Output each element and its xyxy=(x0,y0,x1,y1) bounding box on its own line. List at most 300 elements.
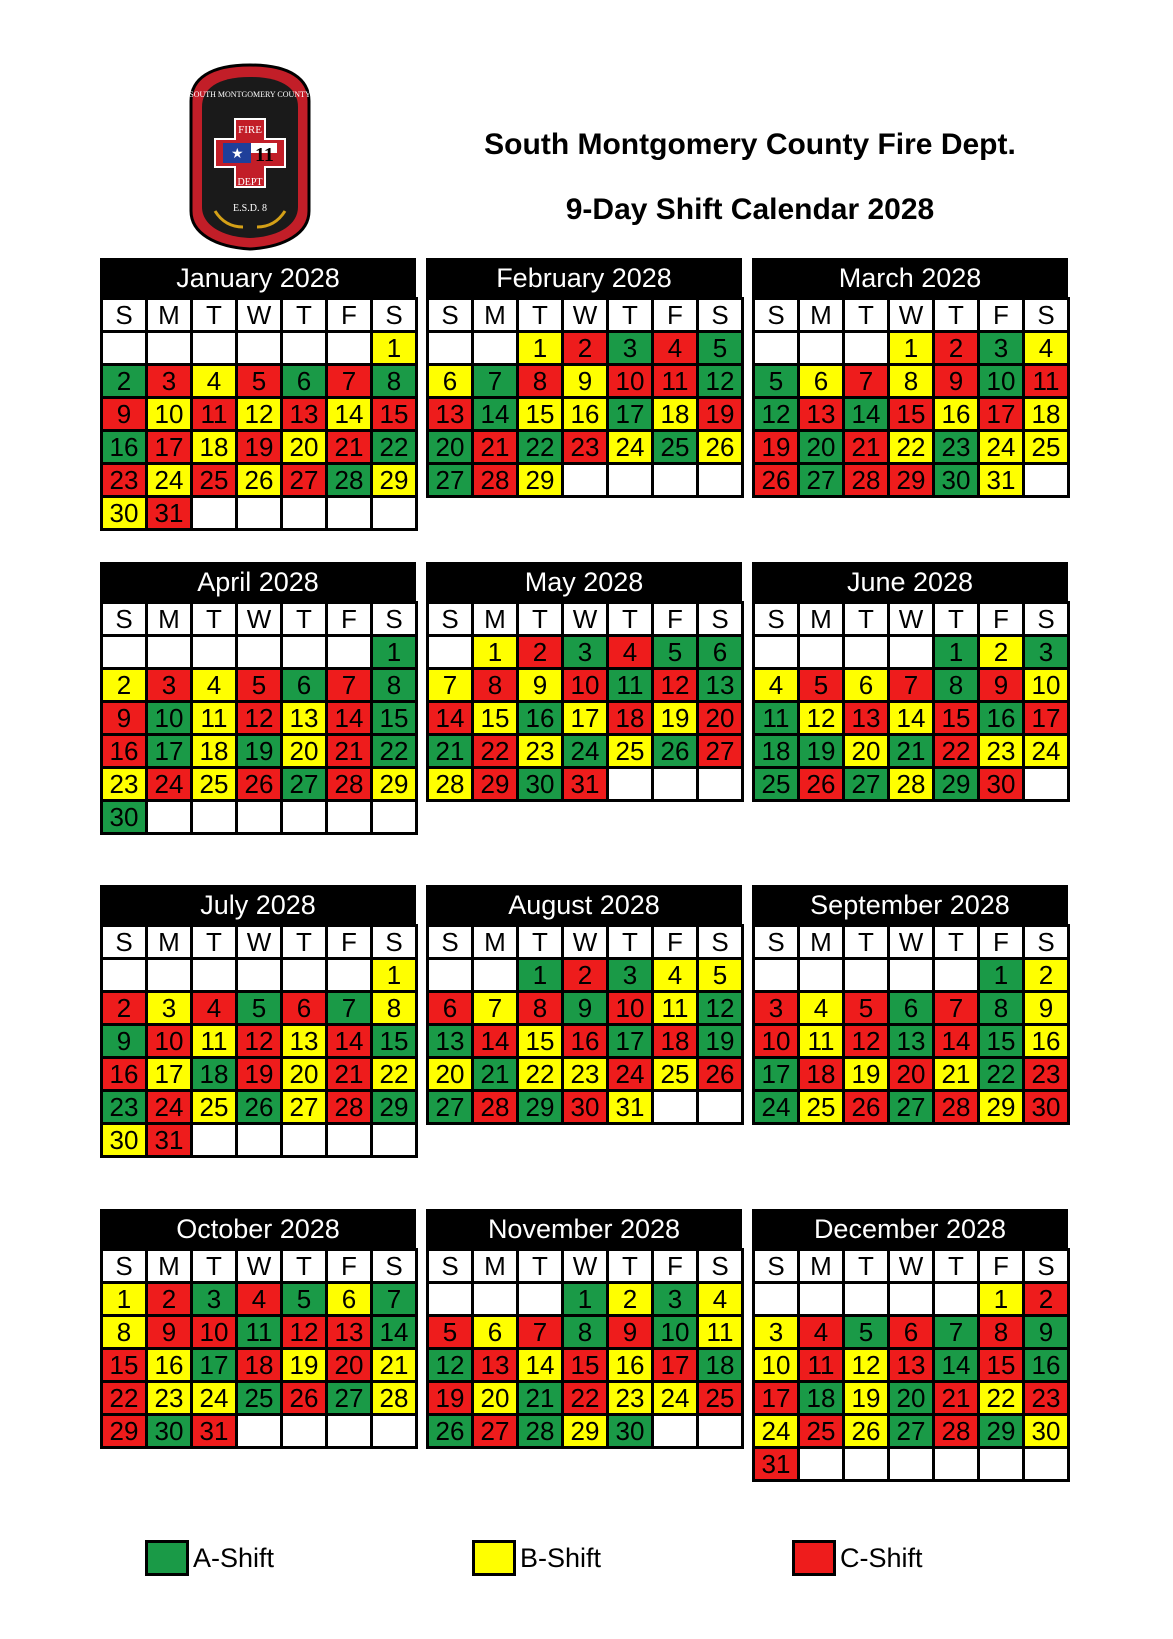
day-cell: 10 xyxy=(147,1025,192,1058)
day-cell: 4 xyxy=(799,1316,844,1349)
month-calendar xyxy=(100,258,416,531)
day-cell: 3 xyxy=(754,992,799,1025)
day-cell: 5 xyxy=(698,959,743,992)
day-cell: 17 xyxy=(608,398,653,431)
day-cell: 19 xyxy=(237,735,282,768)
empty-cell xyxy=(428,959,473,992)
day-cell: 15 xyxy=(372,702,417,735)
weekday-label: W xyxy=(889,926,934,959)
week-row xyxy=(754,464,1069,497)
day-cell: 12 xyxy=(698,365,743,398)
weekday-label: M xyxy=(473,1250,518,1283)
day-cell: 18 xyxy=(192,431,237,464)
day-cell: 19 xyxy=(428,1382,473,1415)
day-cell: 4 xyxy=(192,992,237,1025)
day-cell: 28 xyxy=(934,1415,979,1448)
day-cell: 12 xyxy=(653,669,698,702)
day-cell: 12 xyxy=(237,398,282,431)
day-cell: 1 xyxy=(473,636,518,669)
day-cell: 7 xyxy=(473,992,518,1025)
day-cell: 16 xyxy=(102,735,147,768)
day-cell: 9 xyxy=(563,992,608,1025)
day-cell: 30 xyxy=(102,801,147,834)
weekday-label: W xyxy=(237,926,282,959)
empty-cell xyxy=(147,801,192,834)
day-cell: 16 xyxy=(1024,1025,1069,1058)
weekday-label: F xyxy=(979,1250,1024,1283)
day-cell: 22 xyxy=(372,735,417,768)
month-day-table xyxy=(100,297,418,531)
month-calendar xyxy=(426,258,742,498)
day-cell: 20 xyxy=(799,431,844,464)
day-cell: 28 xyxy=(473,464,518,497)
week-row xyxy=(102,1316,417,1349)
day-cell: 31 xyxy=(147,1124,192,1157)
day-cell: 4 xyxy=(608,636,653,669)
day-cell: 6 xyxy=(327,1283,372,1316)
weekday-label: F xyxy=(653,1250,698,1283)
weekday-label: S xyxy=(754,1250,799,1283)
day-cell: 2 xyxy=(102,365,147,398)
day-cell: 5 xyxy=(282,1283,327,1316)
day-cell: 21 xyxy=(934,1382,979,1415)
day-cell: 18 xyxy=(192,1058,237,1091)
day-cell: 3 xyxy=(192,1283,237,1316)
day-cell: 20 xyxy=(889,1058,934,1091)
day-cell: 2 xyxy=(1024,1283,1069,1316)
day-cell: 27 xyxy=(428,464,473,497)
day-cell: 17 xyxy=(192,1349,237,1382)
month-title: January 2028 xyxy=(100,258,416,297)
empty-cell xyxy=(102,332,147,365)
day-cell: 29 xyxy=(372,464,417,497)
weekday-label: S xyxy=(428,299,473,332)
day-cell: 1 xyxy=(979,1283,1024,1316)
day-cell: 3 xyxy=(608,959,653,992)
weekday-label: T xyxy=(844,299,889,332)
day-cell: 26 xyxy=(428,1415,473,1448)
day-cell: 29 xyxy=(372,768,417,801)
empty-cell xyxy=(282,1124,327,1157)
empty-cell xyxy=(1024,464,1069,497)
day-cell: 20 xyxy=(428,1058,473,1091)
day-cell: 17 xyxy=(147,431,192,464)
week-row xyxy=(428,1415,743,1448)
month-calendar xyxy=(426,562,742,802)
day-cell: 12 xyxy=(428,1349,473,1382)
day-cell: 20 xyxy=(282,1058,327,1091)
weekday-label: W xyxy=(563,1250,608,1283)
day-cell: 3 xyxy=(979,332,1024,365)
day-cell: 16 xyxy=(518,702,563,735)
empty-cell xyxy=(698,1091,743,1124)
day-cell: 30 xyxy=(102,1124,147,1157)
day-cell: 1 xyxy=(563,1283,608,1316)
day-cell: 25 xyxy=(799,1415,844,1448)
day-cell: 23 xyxy=(1024,1382,1069,1415)
empty-cell xyxy=(844,1448,889,1481)
day-cell: 31 xyxy=(608,1091,653,1124)
month-title: November 2028 xyxy=(426,1209,742,1248)
day-cell: 20 xyxy=(282,735,327,768)
day-cell: 20 xyxy=(889,1382,934,1415)
day-cell: 4 xyxy=(653,332,698,365)
day-cell: 25 xyxy=(192,768,237,801)
empty-cell xyxy=(799,959,844,992)
weekday-label: W xyxy=(237,299,282,332)
week-row xyxy=(754,1058,1069,1091)
weekday-label: F xyxy=(327,299,372,332)
empty-cell xyxy=(653,768,698,801)
day-cell: 27 xyxy=(282,768,327,801)
day-cell: 21 xyxy=(327,431,372,464)
day-cell: 13 xyxy=(282,702,327,735)
day-cell: 12 xyxy=(698,992,743,1025)
page-subtitle: 9-Day Shift Calendar 2028 xyxy=(565,193,935,226)
day-cell: 11 xyxy=(698,1316,743,1349)
day-cell: 1 xyxy=(372,636,417,669)
day-cell: 3 xyxy=(147,669,192,702)
legend-swatch-a xyxy=(145,1540,189,1576)
day-cell: 28 xyxy=(327,464,372,497)
day-cell: 11 xyxy=(799,1349,844,1382)
empty-cell xyxy=(653,464,698,497)
weekday-label: S xyxy=(102,1250,147,1283)
weekday-label: W xyxy=(889,299,934,332)
week-row xyxy=(102,1382,417,1415)
day-cell: 17 xyxy=(653,1349,698,1382)
empty-cell xyxy=(889,636,934,669)
weekday-label: M xyxy=(799,926,844,959)
weekday-label: S xyxy=(754,603,799,636)
day-cell: 14 xyxy=(327,1025,372,1058)
day-cell: 15 xyxy=(518,1025,563,1058)
weekday-label: F xyxy=(979,603,1024,636)
day-cell: 2 xyxy=(147,1283,192,1316)
day-cell: 12 xyxy=(282,1316,327,1349)
day-cell: 14 xyxy=(428,702,473,735)
day-cell: 9 xyxy=(934,365,979,398)
day-cell: 15 xyxy=(518,398,563,431)
week-row xyxy=(102,497,417,530)
week-row xyxy=(428,1091,743,1124)
day-cell: 15 xyxy=(372,1025,417,1058)
month-day-table xyxy=(426,924,744,1125)
day-cell: 23 xyxy=(934,431,979,464)
weekday-label: M xyxy=(473,299,518,332)
day-cell: 21 xyxy=(372,1349,417,1382)
week-row xyxy=(428,332,743,365)
weekday-label: T xyxy=(518,926,563,959)
day-cell: 25 xyxy=(653,431,698,464)
empty-cell xyxy=(327,959,372,992)
day-cell: 31 xyxy=(147,497,192,530)
weekday-label: M xyxy=(473,926,518,959)
day-cell: 9 xyxy=(979,669,1024,702)
day-cell: 10 xyxy=(653,1316,698,1349)
empty-cell xyxy=(889,959,934,992)
weekday-label: W xyxy=(563,603,608,636)
empty-cell xyxy=(844,959,889,992)
day-cell: 10 xyxy=(1024,669,1069,702)
weekday-label: W xyxy=(889,603,934,636)
day-cell: 10 xyxy=(147,398,192,431)
logo-number: 11 xyxy=(255,144,274,166)
day-cell: 3 xyxy=(608,332,653,365)
month-day-table xyxy=(100,1248,418,1449)
week-row xyxy=(754,365,1069,398)
empty-cell xyxy=(473,1283,518,1316)
day-cell: 11 xyxy=(192,398,237,431)
week-row xyxy=(428,1316,743,1349)
weekday-label: M xyxy=(799,1250,844,1283)
weekday-label: S xyxy=(1024,299,1069,332)
day-cell: 18 xyxy=(192,735,237,768)
empty-cell xyxy=(327,1415,372,1448)
day-cell: 27 xyxy=(844,768,889,801)
day-cell: 28 xyxy=(428,768,473,801)
week-row xyxy=(102,959,417,992)
day-cell: 2 xyxy=(102,992,147,1025)
svg-text:DEPT: DEPT xyxy=(237,177,263,188)
day-cell: 2 xyxy=(518,636,563,669)
day-cell: 15 xyxy=(102,1349,147,1382)
day-cell: 19 xyxy=(237,431,282,464)
day-cell: 23 xyxy=(102,1091,147,1124)
day-cell: 18 xyxy=(608,702,653,735)
day-cell: 6 xyxy=(844,669,889,702)
weekday-label: S xyxy=(1024,926,1069,959)
fire-department-badge-icon xyxy=(185,61,315,253)
day-cell: 1 xyxy=(934,636,979,669)
empty-cell xyxy=(147,332,192,365)
day-cell: 12 xyxy=(844,1025,889,1058)
empty-cell xyxy=(282,801,327,834)
empty-cell xyxy=(428,636,473,669)
day-cell: 10 xyxy=(754,1025,799,1058)
day-cell: 10 xyxy=(563,669,608,702)
day-cell: 21 xyxy=(889,735,934,768)
weekday-label: M xyxy=(473,603,518,636)
day-cell: 7 xyxy=(844,365,889,398)
empty-cell xyxy=(608,768,653,801)
day-cell: 1 xyxy=(518,332,563,365)
month-day-table xyxy=(752,601,1070,802)
week-row xyxy=(102,636,417,669)
day-cell: 7 xyxy=(889,669,934,702)
day-cell: 14 xyxy=(934,1025,979,1058)
day-cell: 14 xyxy=(327,702,372,735)
day-cell: 8 xyxy=(372,992,417,1025)
day-cell: 24 xyxy=(147,1091,192,1124)
week-row xyxy=(754,1025,1069,1058)
day-cell: 18 xyxy=(1024,398,1069,431)
weekday-label: T xyxy=(934,603,979,636)
day-cell: 21 xyxy=(473,431,518,464)
week-row xyxy=(754,332,1069,365)
day-cell: 22 xyxy=(518,431,563,464)
day-cell: 17 xyxy=(754,1058,799,1091)
weekday-label: T xyxy=(608,299,653,332)
day-cell: 4 xyxy=(192,365,237,398)
day-cell: 20 xyxy=(473,1382,518,1415)
day-cell: 13 xyxy=(282,398,327,431)
week-row xyxy=(754,1349,1069,1382)
week-row xyxy=(754,398,1069,431)
week-row xyxy=(428,464,743,497)
empty-cell xyxy=(237,801,282,834)
day-cell: 8 xyxy=(979,992,1024,1025)
weekday-label: S xyxy=(102,926,147,959)
day-cell: 23 xyxy=(147,1382,192,1415)
empty-cell xyxy=(192,497,237,530)
weekday-label: M xyxy=(147,299,192,332)
day-cell: 10 xyxy=(147,702,192,735)
empty-cell xyxy=(282,332,327,365)
day-cell: 8 xyxy=(372,365,417,398)
day-cell: 22 xyxy=(563,1382,608,1415)
svg-text:E.S.D. 8: E.S.D. 8 xyxy=(233,203,267,214)
day-cell: 25 xyxy=(799,1091,844,1124)
empty-cell xyxy=(844,1283,889,1316)
week-row xyxy=(102,992,417,1025)
day-cell: 5 xyxy=(844,1316,889,1349)
day-cell: 15 xyxy=(934,702,979,735)
day-cell: 10 xyxy=(608,992,653,1025)
day-cell: 19 xyxy=(799,735,844,768)
month-calendar xyxy=(100,1209,416,1449)
day-cell: 27 xyxy=(327,1382,372,1415)
day-cell: 17 xyxy=(754,1382,799,1415)
weekday-label: W xyxy=(889,1250,934,1283)
weekday-label: T xyxy=(192,603,237,636)
empty-cell xyxy=(799,1283,844,1316)
day-cell: 18 xyxy=(799,1382,844,1415)
day-cell: 5 xyxy=(428,1316,473,1349)
day-cell: 22 xyxy=(102,1382,147,1415)
week-row xyxy=(428,1283,743,1316)
svg-text:FIRE: FIRE xyxy=(238,124,262,136)
weekday-label: T xyxy=(608,1250,653,1283)
day-cell: 11 xyxy=(653,992,698,1025)
day-cell: 16 xyxy=(934,398,979,431)
empty-cell xyxy=(327,636,372,669)
month-calendar xyxy=(752,562,1068,802)
day-cell: 25 xyxy=(754,768,799,801)
week-row xyxy=(428,735,743,768)
day-cell: 19 xyxy=(698,1025,743,1058)
empty-cell xyxy=(237,1415,282,1448)
empty-cell xyxy=(282,497,327,530)
weekday-label: S xyxy=(372,603,417,636)
day-cell: 18 xyxy=(237,1349,282,1382)
day-cell: 5 xyxy=(844,992,889,1025)
day-cell: 6 xyxy=(428,992,473,1025)
empty-cell xyxy=(428,332,473,365)
week-row xyxy=(102,1058,417,1091)
day-cell: 1 xyxy=(372,332,417,365)
day-cell: 11 xyxy=(192,1025,237,1058)
day-cell: 5 xyxy=(799,669,844,702)
weekday-label: M xyxy=(799,299,844,332)
week-row xyxy=(102,702,417,735)
day-cell: 21 xyxy=(327,735,372,768)
empty-cell xyxy=(698,1415,743,1448)
day-cell: 25 xyxy=(608,735,653,768)
day-cell: 29 xyxy=(889,464,934,497)
month-title: August 2028 xyxy=(426,885,742,924)
weekday-label: T xyxy=(282,1250,327,1283)
month-calendar xyxy=(426,885,742,1125)
week-row xyxy=(102,431,417,464)
day-cell: 16 xyxy=(1024,1349,1069,1382)
day-cell: 23 xyxy=(563,1058,608,1091)
empty-cell xyxy=(754,332,799,365)
day-cell: 24 xyxy=(608,431,653,464)
empty-cell xyxy=(102,959,147,992)
month-day-table xyxy=(426,1248,744,1449)
day-cell: 23 xyxy=(608,1382,653,1415)
weekday-label: T xyxy=(844,603,889,636)
weekday-label: S xyxy=(102,603,147,636)
day-cell: 28 xyxy=(327,768,372,801)
empty-cell xyxy=(327,801,372,834)
day-cell: 17 xyxy=(1024,702,1069,735)
day-cell: 10 xyxy=(608,365,653,398)
day-cell: 4 xyxy=(237,1283,282,1316)
day-cell: 26 xyxy=(799,768,844,801)
day-cell: 17 xyxy=(147,1058,192,1091)
day-cell: 16 xyxy=(563,1025,608,1058)
week-row xyxy=(754,1316,1069,1349)
day-cell: 7 xyxy=(372,1283,417,1316)
day-cell: 30 xyxy=(518,768,563,801)
day-cell: 13 xyxy=(473,1349,518,1382)
day-cell: 18 xyxy=(653,1025,698,1058)
day-cell: 24 xyxy=(192,1382,237,1415)
day-cell: 21 xyxy=(473,1058,518,1091)
day-cell: 21 xyxy=(428,735,473,768)
day-cell: 5 xyxy=(698,332,743,365)
day-cell: 10 xyxy=(192,1316,237,1349)
day-cell: 6 xyxy=(698,636,743,669)
empty-cell xyxy=(653,1091,698,1124)
empty-cell xyxy=(653,1415,698,1448)
day-cell: 28 xyxy=(934,1091,979,1124)
week-row xyxy=(428,1058,743,1091)
empty-cell xyxy=(192,332,237,365)
legend-c-shift xyxy=(792,1538,923,1578)
day-cell: 29 xyxy=(563,1415,608,1448)
day-cell: 29 xyxy=(372,1091,417,1124)
day-cell: 8 xyxy=(518,992,563,1025)
empty-cell xyxy=(473,332,518,365)
day-cell: 22 xyxy=(889,431,934,464)
week-row xyxy=(102,735,417,768)
day-cell: 3 xyxy=(147,992,192,1025)
month-title: May 2028 xyxy=(426,562,742,601)
day-cell: 2 xyxy=(979,636,1024,669)
day-cell: 13 xyxy=(327,1316,372,1349)
day-cell: 7 xyxy=(934,992,979,1025)
weekday-label: M xyxy=(147,603,192,636)
empty-cell xyxy=(844,636,889,669)
day-cell: 15 xyxy=(563,1349,608,1382)
day-cell: 16 xyxy=(102,431,147,464)
week-row xyxy=(102,669,417,702)
day-cell: 19 xyxy=(844,1382,889,1415)
week-row xyxy=(428,1382,743,1415)
